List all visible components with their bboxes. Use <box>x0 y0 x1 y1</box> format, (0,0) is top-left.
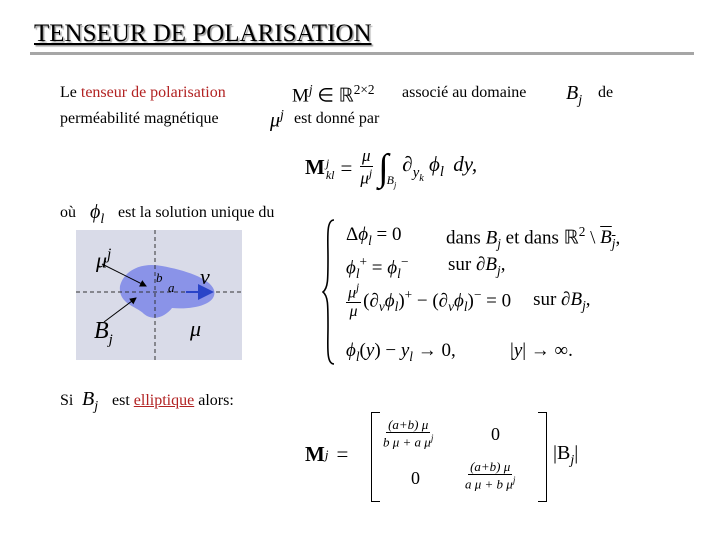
eq2-M: M <box>305 442 325 466</box>
where-suffix: est la solution unique du <box>118 204 275 221</box>
fig-nu: ν <box>200 264 210 289</box>
partial-subsub: k <box>419 172 424 184</box>
brace-drawing <box>322 218 336 366</box>
matrix-symbol: M <box>292 85 309 107</box>
system-row-3: $\frac{\mu^j}{\mu}$ $(\partial_\nu\phi_l)^+ - (\partial_\nu\phi_l)^- = 0$ sur $\partial B_j$, <box>348 282 591 320</box>
area-close: | <box>574 442 579 464</box>
term-polarization-tensor: tenseur de polarisation <box>80 84 226 101</box>
fig-B: B <box>94 318 109 344</box>
eq2-sup: j <box>324 446 329 462</box>
phi-l-sub: l <box>100 212 105 227</box>
intro-line-2-suffix: est donné par <box>294 110 380 127</box>
eq1-sub: kl <box>325 168 335 183</box>
domain-area <box>553 442 578 469</box>
eq1-den-sup: j <box>368 166 373 181</box>
matrix-m21: 0 <box>411 468 420 488</box>
eq1-integral <box>378 149 396 187</box>
real-space-symbol: ∈ ℝ <box>317 85 354 107</box>
fig-mu-outside: μ <box>190 316 202 341</box>
m22-den: a μ + b μ <box>465 476 513 492</box>
m22-den-sup: j <box>512 475 516 486</box>
matrix-left-bracket <box>371 412 380 502</box>
domain-symbol <box>566 82 582 109</box>
eq1-integrand <box>402 152 477 183</box>
matrix-space-expression <box>292 82 375 107</box>
area-open: |B <box>553 442 571 464</box>
polarization-tensor-integral <box>305 142 477 194</box>
domain-figure <box>76 230 242 360</box>
int-sub2: j <box>393 180 397 189</box>
eq1-equals: = <box>340 155 353 180</box>
eq1-num: μ <box>362 146 371 166</box>
m11-num: (a+b) μ <box>388 417 429 432</box>
intro-line-1 <box>60 84 226 102</box>
phi-l-symbol <box>90 201 104 228</box>
if-middle: est <box>112 392 130 409</box>
system-brace <box>322 218 332 366</box>
term-elliptic: elliptique <box>133 392 195 409</box>
intro-prefix: Le <box>60 84 81 101</box>
eq1-sup: j <box>325 156 330 171</box>
if-B-sub: j <box>94 399 99 414</box>
phi-sub: l <box>439 164 445 181</box>
eq1-M: M <box>305 154 325 179</box>
if-line <box>112 392 234 410</box>
mu-sup: j <box>280 108 284 123</box>
matrix-sup: j <box>308 82 313 97</box>
matrix-m11 <box>381 418 435 450</box>
dimension-sup: 2×2 <box>353 82 375 97</box>
matrix <box>371 412 547 502</box>
partial-sub: y <box>412 164 420 181</box>
if-B: B <box>82 388 95 410</box>
domain-sub: j <box>578 93 583 108</box>
phi-l: ϕ <box>90 201 101 223</box>
fig-mu-sup: j <box>107 246 112 263</box>
m11-den-sup: j <box>430 433 434 444</box>
fig-label-a: a <box>168 280 175 295</box>
fig-label-b: b <box>156 270 163 285</box>
int-sub: B <box>386 172 394 187</box>
system-row-4: $\phi_l(y) - y_l \to 0$, |y| → ∞. <box>346 340 573 364</box>
intro-line-2: perméabilité magnétique <box>60 110 219 127</box>
dy: dy, <box>453 152 478 177</box>
mu: μ <box>270 109 281 132</box>
matrix-m22 <box>463 460 517 492</box>
fig-mu: μ <box>96 247 108 273</box>
title-divider <box>30 52 694 55</box>
elliptic-tensor-formula <box>305 412 595 502</box>
eq1-den: μ <box>360 168 369 188</box>
page-title: TENSEUR DE POLARISATION <box>34 20 372 47</box>
system-row-1: $\Delta\phi_l = 0$ dans $B_j$ et dans ℝ$^2$ \ $B_j$, <box>346 224 621 252</box>
where-prefix: où <box>60 204 76 221</box>
intro-suffix: de <box>598 84 614 101</box>
if-suffix: alors: <box>198 392 234 409</box>
fig-B-sub: j <box>108 331 113 348</box>
eq1-fraction <box>358 147 374 188</box>
fig-mu-j <box>96 246 111 273</box>
m22-num: (a+b) μ <box>470 459 511 474</box>
matrix-right-bracket <box>538 412 547 502</box>
m11-den: b μ + a μ <box>383 434 431 450</box>
partial-symbol: ∂ <box>402 152 413 177</box>
domain-B: B <box>566 82 579 104</box>
mu-j-symbol <box>270 108 284 133</box>
phi: ϕ <box>429 152 440 177</box>
area-sub: j <box>570 453 575 468</box>
system-row-2: $\phi_l^+ = \phi_l^-$ sur $\partial B_j$, <box>346 254 506 282</box>
if-domain-symbol <box>82 388 98 415</box>
eq2-equals: = <box>336 442 349 466</box>
integral-sign: ∫ <box>378 147 389 189</box>
eq2-lhs <box>305 442 348 467</box>
matrix-m12: 0 <box>491 424 500 444</box>
if-prefix: Si <box>60 392 74 409</box>
intro-middle: associé au domaine <box>402 84 527 101</box>
fig-B-j <box>94 318 113 349</box>
eq1-lhs <box>305 155 335 181</box>
